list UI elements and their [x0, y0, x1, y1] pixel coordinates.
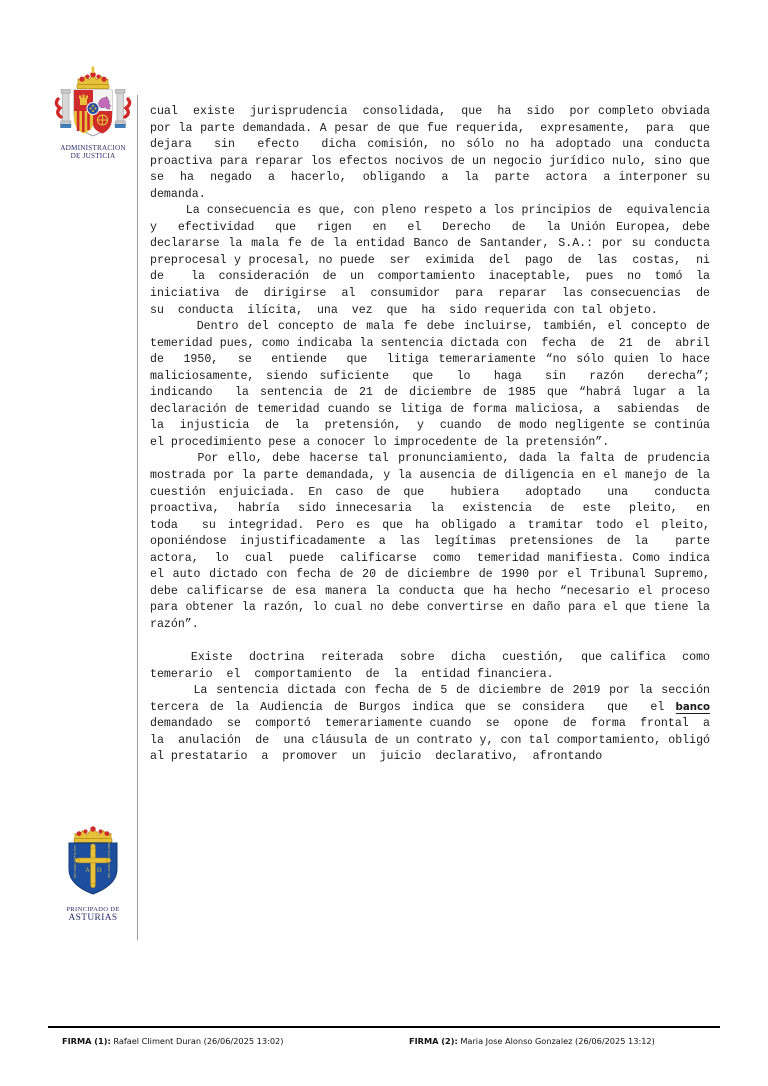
spain-emblem-caption-line1: ADMINISTRACION — [60, 144, 126, 152]
signature-block-2 — [409, 1036, 655, 1046]
svg-text:A: A — [85, 867, 90, 874]
spain-coat-of-arms-icon — [52, 66, 134, 144]
signature-1-timestamp: (26/06/2025 13:02) — [203, 1036, 284, 1046]
asturias-emblem-caption-line2: ASTURIAS — [68, 913, 118, 924]
asturias-emblem-block — [47, 822, 139, 924]
paragraph-3: Dentro del concepto de mala fe debe incluirse, también, el concepto de temeridad pues, como indicaba la sentencia dictada con fecha de 21 de abril de 1950, se entiende que litiga temerariamente “no sólo quien lo hace maliciosamente, siendo suficiente que lo haga sin razón derecha”; indicando la sentencia de 21 de diciembre de 1985 que “habrá lugar a la declaración de temeridad cuando se litiga de forma maliciosa, a sabiendas de la injusticia de la pretensión, y cuando de modo negligente se continúa el procedimiento pese a conocer lo improcedente de la pretensión”. — [150, 320, 724, 449]
paragraph-4: Por ello, debe hacerse tal pronunciamiento, dada la falta de prudencia mostrada por la parte demandada, y la ausencia de diligencia en el manejo de la cuestión enjuiciada. En caso de que hubiera adoptado una conducta proactiva, habría sido innecesaria la existencia de este pleito, en toda su integridad. Pero es que ha obligado a tramitar todo el pleito, oponiéndose injustificadamente a las legítimas pretensiones de la parte actora, lo cual puede calificarse como temeridad manifiesta. Como indica el auto dictado con fecha de 20 de diciembre de 1990 por el Tribunal Supremo, debe calificarse de esa manera la conducta que ha hecho “necesario el proceso para obtener la razón, lo cual no debe convertirse en daño para el que tiene la razón”. — [150, 452, 724, 631]
spain-emblem-caption-line2: DE JUSTICIA — [70, 152, 116, 161]
paragraph-1: cual existe jurisprudencia consolidada, que ha sido por completo obviada por la parte demandada. A pesar de que fue requerida, expresamente, para que dejara sin efecto dicha comisión, no sólo no ha adoptado una conducta proactiva para reparar los efectos nocivos de un negocio jurídico nulo, sino que se ha negado a hacerlo, obligando a la parte actora a interponer su demanda. — [150, 105, 724, 201]
signature-block-1 — [62, 1036, 283, 1046]
paragraph-6 — [150, 683, 724, 766]
signature-1-name: Rafael Climent Duran — [113, 1036, 202, 1046]
document-body-text — [150, 104, 724, 766]
signature-1-label: FIRMA (1): — [62, 1036, 111, 1046]
paragraph-6-suffix: demandado se comportó temerariamente cuando se opone de forma frontal a la anulación de una cláusula de un contrato y, con tal comportamiento, obligó al prestatario a promover un juicio declarativo, afrontando — [150, 700, 724, 764]
signature-2-timestamp: (26/06/2025 13:12) — [575, 1036, 655, 1046]
paragraph-6-prefix: La sentencia dictada con fecha de 5 de diciembre de 2019 por la sección tercera de la Audiencia de Burgos indica que se considera que el — [150, 684, 717, 714]
asturias-emblem-caption-line1: PRINCIPADO DE — [66, 906, 120, 913]
signature-2-label: FIRMA (2): — [409, 1036, 458, 1046]
footer-separator-rule — [48, 1026, 720, 1028]
svg-text:HOC SIGNO VINCITVR INIMICVS: HOC SIGNO VINCITVR INIMICVS — [108, 837, 111, 878]
spain-emblem-block — [47, 66, 139, 160]
margin-divider-line — [137, 95, 138, 940]
svg-text:HOC SIGNO TVETVR PIVS: HOC SIGNO TVETVR PIVS — [74, 845, 77, 878]
paragraph-2: La consecuencia es que, con pleno respeto a los principios de equivalencia y efectividad que rigen en el Derecho de la Unión Europea, debe declararse la mala fe de la entidad Banco de Santander, S.A.: por su conducta preprocesal y procesal, no puede ser eximida del pago de las costas, ni de la consideración de un comportamiento inaceptable, pues no tomó la iniciativa de dirigirse al consumidor para reparar las consecuencias de su conducta ilícita, una vez que ha sido requerida con tal objeto. — [150, 204, 724, 317]
paragraph-5: Existe doctrina reiterada sobre dicha cuestión, que califica como temerario el comportamiento de la entidad financiera. — [150, 651, 724, 681]
highlighted-term-banco: banco — [675, 701, 710, 713]
asturias-coat-of-arms-icon — [58, 822, 128, 906]
svg-text:Ω: Ω — [97, 867, 102, 874]
paragraph-spacer — [150, 634, 710, 651]
signature-2-name: Maria Jose Alonso Gonzalez — [460, 1036, 573, 1046]
